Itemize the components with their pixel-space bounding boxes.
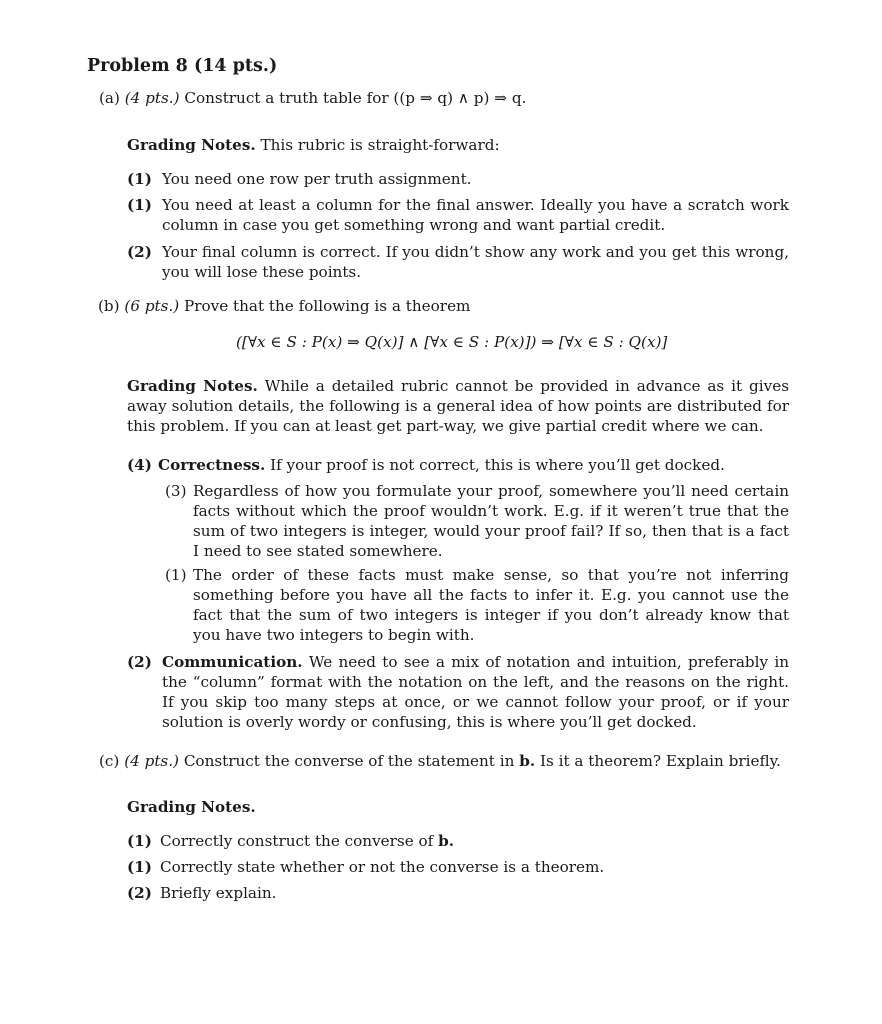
part-c-item-1 — [127, 831, 789, 851]
part-b-notes-heading: Grading Notes. — [127, 377, 258, 395]
item-text: Correctly construct the converse of — [160, 832, 434, 850]
subitem-text: The order of these facts must make sense, so that you’re not inferring something before you have all the facts to infer it. E.g. you cannot use the fact that the sum of two integers is integer if you don’t already know that you have two integers to begin with. — [193, 566, 789, 644]
item-text: Correctly state whether or not the converse is a theorem. — [160, 858, 605, 876]
subitem-points: (1) — [165, 566, 187, 584]
part-a-item-3 — [127, 242, 789, 282]
item-points: (2) — [127, 243, 152, 261]
item-points: (2) — [127, 653, 152, 671]
part-b-notes — [127, 376, 789, 436]
item-points: (4) — [127, 456, 152, 474]
part-a-prompt — [99, 88, 526, 108]
item-text: Briefly explain. — [160, 884, 277, 902]
part-b-item-communication — [127, 652, 789, 732]
part-a-item-1 — [127, 169, 789, 189]
item-heading: Communication. — [162, 653, 303, 671]
item-points: (1) — [127, 170, 152, 188]
part-c-ref: b. — [519, 752, 536, 770]
part-b-label: (b) — [98, 297, 120, 315]
part-b-formula: ([∀x ∈ S : P(x) ⇒ Q(x)] ∧ [∀x ∈ S : P(x)]) ⇒ [∀x ∈ S : Q(x)] — [236, 333, 668, 351]
part-b-subitem-2 — [165, 565, 789, 645]
item-text: You need one row per truth assignment. — [162, 170, 472, 188]
item-ref: b. — [438, 832, 455, 850]
part-c-item-2 — [127, 857, 789, 877]
part-c-prompt — [99, 751, 781, 771]
item-points: (1) — [127, 832, 152, 850]
part-c-label: (c) — [99, 752, 120, 770]
subitem-text: Regardless of how you formulate your proof, somewhere you’ll need certain facts without which the proof wouldn’t work. E.g. if it weren’t true that the sum of two integers is integer, would your proof fail? If so, then that is a fact I need to see stated somewhere. — [193, 482, 789, 560]
part-c-item-3 — [127, 883, 789, 903]
item-text: You need at least a column for the final answer. Ideally you have a scratch work column in case you get something wrong and want partial credit. — [162, 196, 789, 234]
part-b-item-correctness — [127, 455, 789, 475]
part-a-notes-heading: Grading Notes. — [127, 136, 256, 154]
part-c-text-2: Is it a theorem? Explain briefly. — [539, 752, 781, 770]
part-c-notes-heading: Grading Notes. — [127, 798, 256, 816]
item-text: Your final column is correct. If you didn’t show any work and you get this wrong, you will lose these points. — [162, 243, 789, 281]
part-a-notes — [127, 135, 500, 155]
part-c-points: (4 pts.) — [124, 752, 179, 770]
part-b-text: Prove that the following is a theorem — [184, 297, 471, 315]
item-points: (1) — [127, 858, 152, 876]
part-b-prompt — [98, 296, 470, 316]
part-a-notes-intro: This rubric is straight-forward: — [260, 136, 500, 154]
part-b-subitem-1 — [165, 481, 789, 561]
item-text: We need to see a mix of notation and intuition, preferably in the “column” format with the notation on the left, and the reasons on the right. If you skip too many steps at once, or we cannot follow your proof, or if your solution is overly wordy or confusing, this is where you’ll get docked. — [162, 653, 790, 731]
part-a-text: Construct a truth table for ((p ⇒ q) ∧ p) ⇒ q. — [184, 89, 527, 107]
part-a-points: (4 pts.) — [124, 89, 180, 107]
subitem-points: (3) — [165, 482, 187, 500]
part-a-item-2 — [127, 195, 789, 235]
problem-title: Problem 8 (14 pts.) — [87, 56, 278, 76]
item-points: (2) — [127, 884, 152, 902]
part-a-label: (a) — [99, 89, 120, 107]
item-points: (1) — [127, 196, 152, 214]
part-b-points: (6 pts.) — [124, 297, 180, 315]
item-heading: Correctness. — [158, 456, 266, 474]
part-b-notes-text: While a detailed rubric cannot be provided in advance as it gives away solution details, the following is a general idea of how points are distributed for this problem. If you can at least get part-way, we give partial credit where we can. — [127, 377, 789, 435]
part-c-text-1: Construct the converse of the statement in — [183, 752, 515, 770]
item-text: If your proof is not correct, this is where you’ll get docked. — [270, 456, 725, 474]
